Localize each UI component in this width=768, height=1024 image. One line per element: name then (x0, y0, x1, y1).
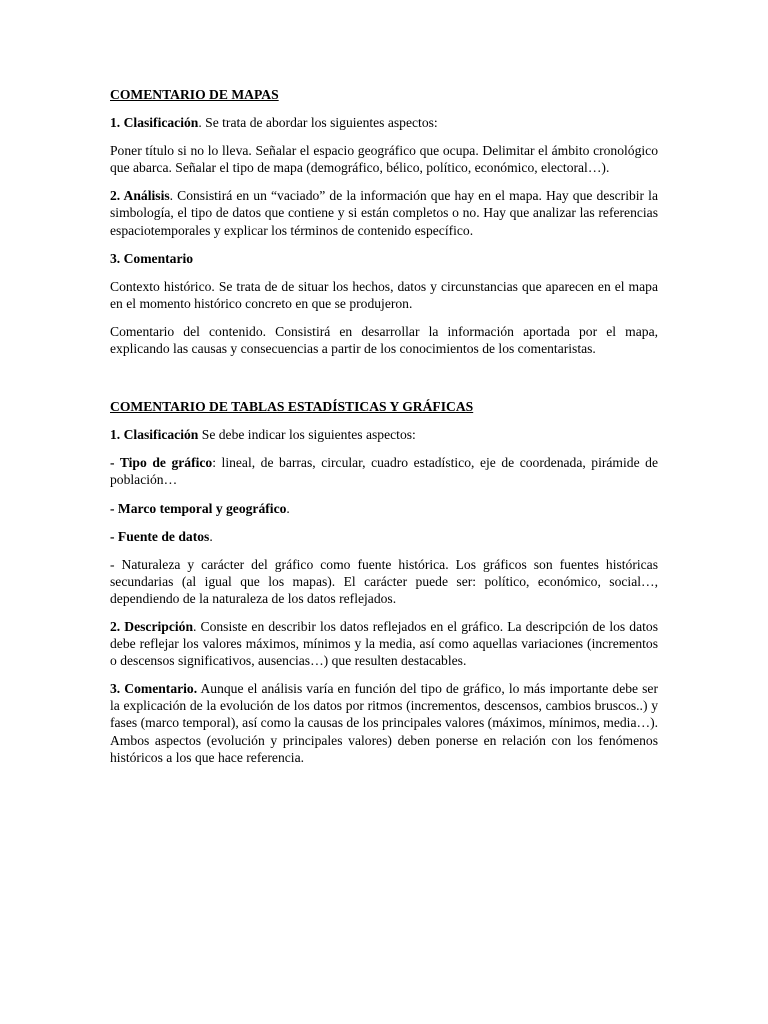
paragraph-clasificacion-mapas (110, 114, 658, 131)
section-title-tablas: COMENTARIO DE TABLAS ESTADÍSTICAS Y GRÁFICAS (110, 399, 474, 415)
paragraph-descripcion (110, 618, 658, 669)
paragraph-text: . (209, 528, 213, 544)
paragraph-marco-temporal (110, 500, 658, 517)
paragraph-lead: 2. Análisis (110, 188, 170, 204)
paragraph-aspectos-mapas (110, 142, 658, 176)
paragraph-text: Aunque el análisis varía en función del tipo de gráfico, lo más importante debe ser la explicación de la evolución de los datos por ritmos (incrementos, descensos, cambios bruscos..) y fases (marco temporal), así como la causas de los principales valores (máximos, mínimos, media…). Ambos aspectos (evolución y principales valores) deben ponerse en relación con los fenómenos históricos a los que hace referencia. (110, 681, 658, 765)
paragraph-comentario-heading (110, 250, 658, 267)
paragraph-lead: - Fuente de datos (110, 528, 210, 544)
paragraph-text: . Se trata de abordar los siguientes aspectos: (198, 115, 438, 131)
paragraph-text: - Naturaleza y carácter del gráfico como fuente histórica. Los gráficos son fuentes históricas secundarias (al igual que los mapas). El carácter puede ser: político, económico, social…, dependiendo de la naturaleza de los datos reflejados. (110, 556, 658, 606)
paragraph-fuente-datos (110, 528, 658, 545)
section-title-mapas: COMENTARIO DE MAPAS (110, 87, 279, 102)
paragraph-comentario-contenido (110, 323, 658, 357)
section-spacer (110, 368, 658, 398)
paragraph-contexto-historico (110, 278, 658, 312)
paragraph-lead: - Marco temporal y geográfico (110, 500, 287, 516)
paragraph-text: . (286, 500, 290, 516)
paragraph-lead: 1. Clasificación (110, 427, 199, 443)
paragraph-comentario-graficas (110, 680, 658, 765)
paragraph-clasificacion-graficas (110, 426, 658, 443)
paragraph-text: . Consiste en describir los datos reflejados en el gráfico. La descripción de los datos debe reflejar los valores máximos, mínimos y la media, así como aquellas variaciones (incrementos o descensos significativos, ausencias…) que resulten destacables. (110, 618, 659, 669)
paragraph-lead: 3. Comentario (110, 250, 194, 266)
document-page (110, 86, 658, 777)
paragraph-text: . Consistirá en un “vaciado” de la información que hay en el mapa. Hay que describir la simbología, el tipo de datos que contiene y si están completos o no. Hay que analizar las referencias espaciotemporales y explicar los términos de contenido específico. (110, 188, 658, 238)
paragraph-tipo-grafico (110, 454, 658, 488)
paragraph-text: Se debe indicar los siguientes aspectos: (198, 427, 416, 443)
paragraph-text: Contexto histórico. Se trata de de situar los hechos, datos y circunstancias que aparecen en el mapa en el momento histórico concreto en que se produjeron. (110, 278, 658, 311)
paragraph-lead: 2. Descripción (110, 618, 194, 634)
paragraph-lead: - Tipo de gráfico (110, 455, 213, 471)
paragraph-lead: 1. Clasificación (110, 115, 199, 131)
paragraph-text: Comentario del contenido. Consistirá en desarrollar la información aportada por el mapa, explicando las causas y consecuencias a partir de los conocimientos de los comentaristas. (110, 323, 658, 357)
paragraph-text: : lineal, de barras, circular, cuadro estadístico, eje de coordenada, pirámide de población… (110, 455, 658, 488)
paragraph-text: Poner título si no lo lleva. Señalar el espacio geográfico que ocupa. Delimitar el ámbito cronológico que abarca. Señalar el tipo de mapa (demográfico, bélico, político, económico, electoral…). (110, 143, 658, 176)
paragraph-analisis-mapas (110, 187, 658, 238)
paragraph-naturaleza (110, 556, 658, 607)
paragraph-lead: 3. Comentario. (110, 681, 198, 697)
